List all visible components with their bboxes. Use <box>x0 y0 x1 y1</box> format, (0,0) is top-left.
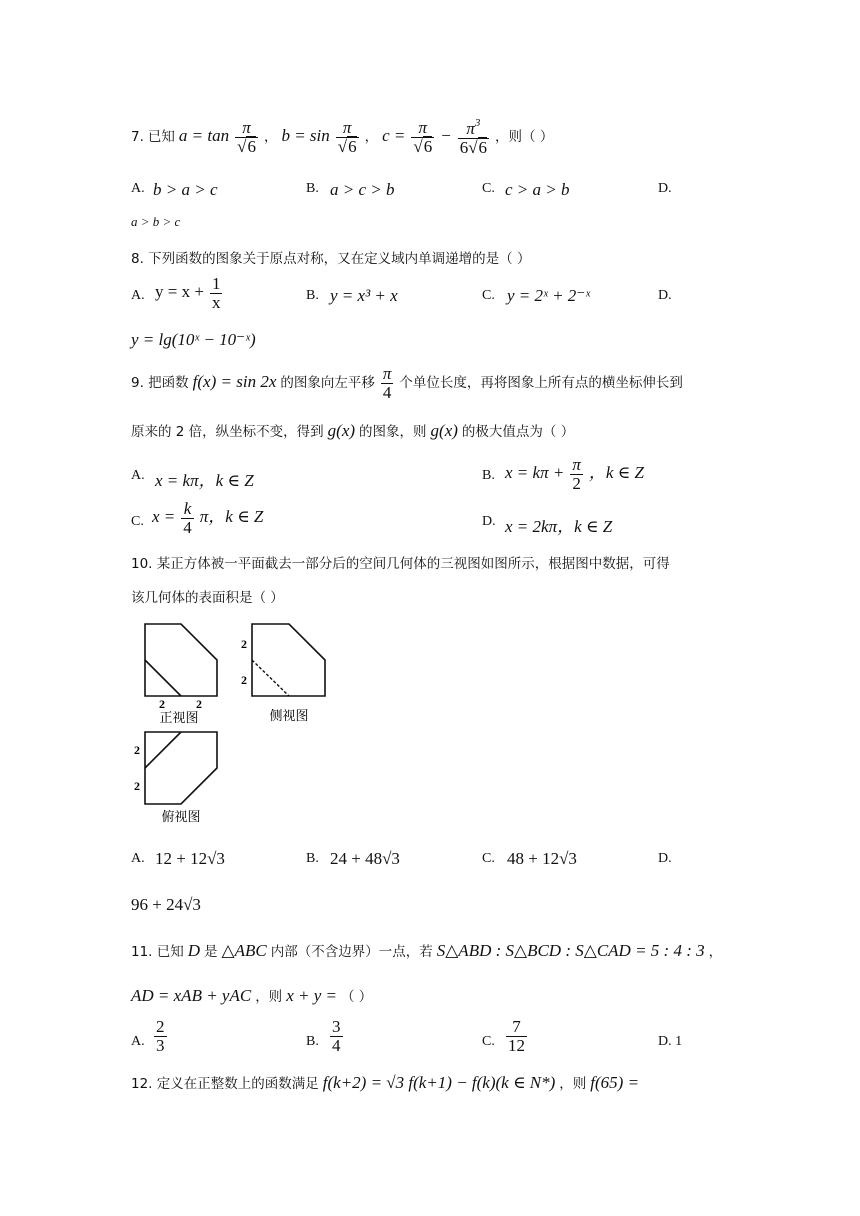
q9-option-d-label: D. <box>482 514 496 529</box>
side-view-label: 侧视图 <box>269 708 309 723</box>
q10-option-b-label: B. <box>306 851 319 866</box>
q10-option-a: 12 + 12√3 <box>155 849 225 868</box>
q8-option-c: y = 2ˣ + 2⁻ˣ <box>507 286 591 305</box>
q10-option-d: 96 + 24√3 <box>131 895 201 914</box>
front-dim-label: 2 <box>196 697 202 711</box>
q11-option-b: $\frac{3}{4}$ <box>332 1017 341 1055</box>
q10-option-c-label: C. <box>482 851 495 866</box>
q9-line2: 原来的 2 倍，纵坐标不变，得到 g(x) 的图象，则 g(x) 的极大值点为（ ） <box>131 421 575 440</box>
q7-c-frac1: $\frac{\pi}{√6}$ <box>413 118 433 156</box>
q7-option-b-label: B. <box>306 181 319 196</box>
q7-b-expr: b = sin <box>281 126 330 146</box>
q7-option-c: c > a > b <box>505 180 570 199</box>
top-view-label: 俯视图 <box>161 809 201 824</box>
q7-a-frac: $\frac{\pi}{√6}$ <box>237 118 256 156</box>
q8-option-a-label: A. <box>131 288 145 303</box>
front-view <box>145 624 217 725</box>
q7-c-frac2: $\frac{\pi^3}{6√6}$ <box>459 117 488 157</box>
side-view <box>241 624 325 723</box>
front-view-label: 正视图 <box>159 710 199 725</box>
q11-option-a-label: A. <box>131 1034 145 1049</box>
q8-option-b-label: B. <box>306 288 319 303</box>
q9-option-c: x = $\frac{k}{4}$ π，k ∈ Z <box>152 499 264 537</box>
q7-a-expr: a = tan <box>178 126 230 146</box>
q7-stem: 已知 <box>147 129 175 146</box>
q7-b-frac: $\frac{\pi}{√6}$ <box>337 118 357 156</box>
q9-option-a-label: A. <box>131 468 145 483</box>
q7-option-a-label: A. <box>131 181 145 196</box>
q11-line1: 11. 已知 D 是 △ABC 内部（不含边界）一点，若 S△ABD : S△BCD : S△CAD = 5 : 4 : 3 ， <box>131 941 723 960</box>
q11-option-c: $\frac{7}{12}$ <box>508 1017 525 1055</box>
q9-option-d: x = 2kπ，k ∈ Z <box>505 517 613 536</box>
side-dim-label: 2 <box>241 673 247 687</box>
q9-option-c-label: C. <box>131 514 144 529</box>
q10-line1: 10. 某正方体被一平面截去一部分后的空间几何体的三视图如图所示，根据图中数据，可得 <box>131 556 670 572</box>
q12-line1: 12. 定义在正整数上的函数满足 f(k+2) = √3 f(k+1) − f(k)(k ∈ N*) ，则 f(65) = <box>131 1073 640 1092</box>
top-dim-label: 2 <box>134 779 140 793</box>
q9-option-b: x = kπ + $\frac{\pi}{2}$ ，k ∈ Z <box>505 455 644 493</box>
q7-option-d: a > b > c <box>131 214 181 229</box>
q10-line2: 该几何体的表面积是（ ） <box>131 590 284 606</box>
q8-option-a: y = x + $\frac{1}{x}$ <box>155 274 221 312</box>
side-dim-label: 2 <box>241 637 247 651</box>
q7-option-a: b > a > c <box>153 180 218 199</box>
front-dim-label: 2 <box>159 697 165 711</box>
q8-option-b: y = x³ + x <box>330 286 398 305</box>
q7-ze: ，则（ ） <box>495 129 554 146</box>
q8-option-c-label: C. <box>482 288 495 303</box>
q12-recurrence: f(k+2) = √3 f(k+1) − f(k)(k ∈ N*) <box>322 1073 556 1092</box>
q9-option-a: x = kπ，k ∈ Z <box>155 471 254 490</box>
top-view <box>134 732 217 824</box>
q11-option-b-label: B. <box>306 1034 319 1049</box>
q7-line: 7. 已知 a = tan $\frac{\pi}{√6}$ ， b = sin $\frac{\pi}{√6}$ ， c = $\frac{\pi}{√6}$ − $\frac{\pi^3}{6√6}$ ，则（ ） <box>131 117 554 157</box>
q11-option-a: $\frac{2}{3}$ <box>156 1017 165 1055</box>
q8-option-d: y = lg(10ˣ − 10⁻ˣ) <box>131 330 256 349</box>
q11-option-d: D. 1 <box>658 1034 683 1049</box>
q9-line1: 9. 把函数 f(x) = sin 2x 的图象向左平移 $\frac{\pi}{4}$ 个单位长度，再将图象上所有点的横坐标伸长到 <box>131 364 683 402</box>
q9-fx: f(x) = sin 2x <box>192 372 277 392</box>
q10-option-b: 24 + 48√3 <box>330 849 400 868</box>
q11-ratio: S△ABD : S△BCD : S△CAD = 5 : 4 : 3 <box>436 941 705 960</box>
q11-option-c-label: C. <box>482 1034 495 1049</box>
q9-shift-frac: $\frac{\pi}{4}$ <box>382 364 392 402</box>
q10-option-d-label: D. <box>658 851 672 866</box>
q8-stem: 8. 下列函数的图象关于原点对称，又在定义域内单调递增的是（ ） <box>131 251 531 267</box>
q8-option-d-label: D. <box>658 288 672 303</box>
top-dim-label: 2 <box>134 743 140 757</box>
q10-option-a-label: A. <box>131 851 145 866</box>
q7-c-expr: c = <box>382 126 406 146</box>
q9-option-b-label: B. <box>482 468 495 483</box>
three-view-figure <box>125 618 340 828</box>
q7-number: 7. <box>131 129 144 146</box>
q11-vector-eq: AD = xAB + yAC <box>131 986 252 1005</box>
q7-option-b: a > c > b <box>330 180 395 199</box>
q11-line2: AD = xAB + yAC ，则 x + y = （ ） <box>131 986 373 1005</box>
q10-option-c: 48 + 12√3 <box>507 849 577 868</box>
q7-option-c-label: C. <box>482 181 495 196</box>
q7-option-d-label: D. <box>658 181 672 196</box>
q12-f65: f(65) = <box>590 1073 640 1092</box>
